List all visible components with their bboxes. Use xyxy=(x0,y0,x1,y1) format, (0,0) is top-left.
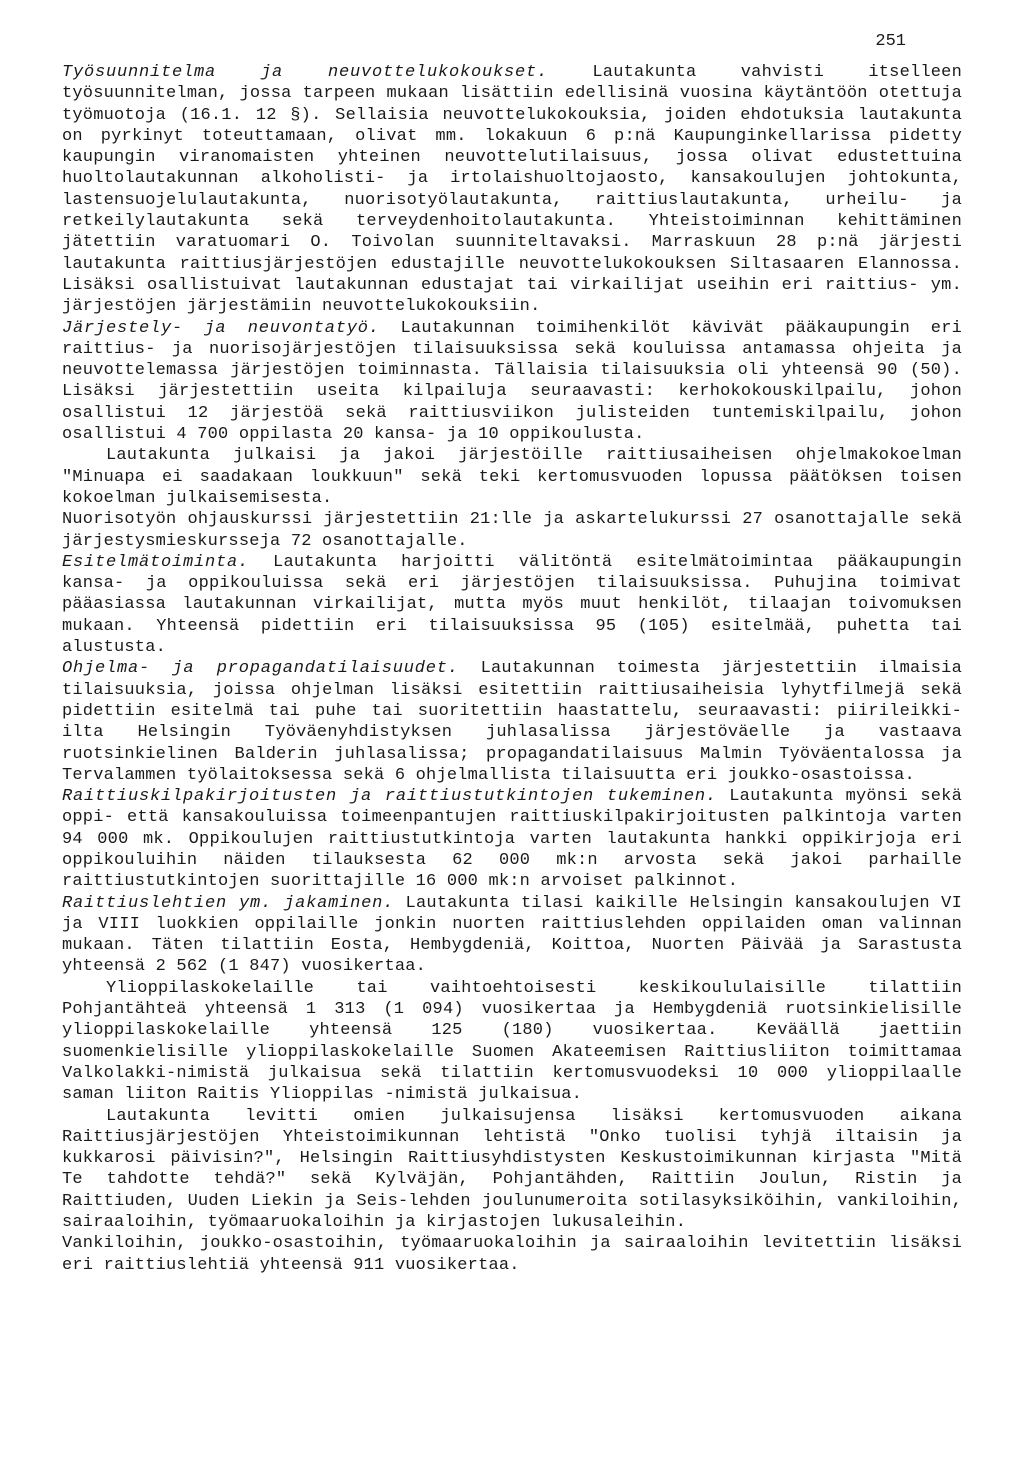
paragraph-graduates xyxy=(62,978,962,1106)
paragraph-magazine-distribution xyxy=(62,893,962,978)
section-heading: Esitelmätoiminta. xyxy=(62,552,250,572)
document-body xyxy=(62,62,962,1276)
paragraph-text: Lautakunta myönsi sekä oppi- että kansakouluissa toimeenpantujen raittiuskilpakirjoitusten palkintoja varten 94 000 mk. Oppikoulujen raittiustutkintoja varten lautakunta hankki oppikirjoja eri oppikouluihin näiden tilauksesta 62 000 mk:n arvosta sekä jakoi parhaille raittiustutkintojen suorittajille 16 000 mk:n arvoiset palkinnot. xyxy=(62,787,962,892)
paragraph-essay-support xyxy=(62,786,962,892)
paragraph-text: Ylioppilaskokelaille tai vaihtoehtoisesti keskikoululaisille tilattiin Pohjantähteä yhteensä 1 313 (1 094) vuosikertaa ja Hembygdeniä ruotsinkielisille ylioppilaskokelaille yhteensä 125 (180) vuosikertaa. Keväällä jaettiin suomenkielisille ylioppilaskokelaille Suomen Akateemisen Raittiusliiton toimittamaa Valkolakki-nimistä julkaisua sekä tilattiin kertomusvuodeksi 10 000 ylioppilaalle saman liiton Raitis Ylioppilas -nimistä julkaisua. xyxy=(62,978,962,1105)
paragraph-work-plan xyxy=(62,62,962,318)
paragraph-lectures xyxy=(62,552,962,658)
section-heading: Ohjelma- ja propagandatilaisuudet. xyxy=(62,659,459,679)
paragraph-text: Vankiloihin, joukko-osastoihin, työmaaruokaloihin ja sairaaloihin levitettiin lisäksi eri raittiuslehtiä yhteensä 911 vuosikertaa. xyxy=(62,1234,962,1275)
paragraph-youth-course xyxy=(62,509,962,552)
paragraph-publications xyxy=(62,1106,962,1234)
paragraph-text: Lautakunta vahvisti itselleen työsuunnitelman, jossa tarpeen mukaan lisättiin edellisinä vuosina käytäntöön otettuja työmuotoja (16.1. 12 §). Sellaisia neuvottelukokouksia, joiden ehdotuksia lautakunta on pyrkinyt toteuttamaan, olivat mm. lokakuun 6 p:nä Kaupunginkellarissa pidetty kaupungin viranomaisten yhteinen neuvottelutilaisuus, jossa olivat edustettuina huoltolautakunnan alkoholisti- ja irtolaishuoltojaosto, kansakoulujen johtokunta, lastensuojelulautakunta, nuorisotyölautakunta, raittiuslautakunta, urheilu- ja retkeilylautakunta sekä terveydenhoitolautakunta. Yhteistoiminnan kehittäminen jätettiin varatuomari O. Toivolan suunniteltavaksi. Marraskuun 28 p:nä järjesti lautakunta raittiusjärjestöjen edustajille neuvottelukokouksen Siltasaaren Elannossa. Lisäksi osallistuivat lautakunnan edustajat tai virkailijat useihin eri raittius- ym. järjestöjen järjestämiin neuvottelukokouksiin. xyxy=(62,63,962,317)
paragraph-prisons xyxy=(62,1233,962,1276)
paragraph-text: Lautakunnan toimesta järjestettiin ilmaisia tilaisuuksia, joissa ohjelman lisäksi esitettiin raittiusaiheisia lyhytfilmejä sekä pidettiin esitelmä tai puhe tai suoritettiin haastattelu, seuraavasti: piirileikki-ilta Helsingin Työväenyhdistyksen juhlasalissa järjestöväelle ja vastaava ruotsinkielinen Balderin juhlasalissa; propagandatilaisuus Malmin Työväentalossa ja Tervalammen työlaitoksessa sekä 6 ohjelmallista tilaisuutta eri joukko-osastoissa. xyxy=(62,659,962,785)
paragraph-text: Lautakunta levitti omien julkaisujensa lisäksi kertomusvuoden aikana Raittiusjärjestöjen Yhteistoimikunnan lehtistä "Onko tuolisi tyhjä iltaisin ja kukkarosi päivisin?", Helsingin Raittiusyhdistysten Keskustoimikunnan kirjasta "Mitä Te tahdotte tehdä?" sekä Kylväjän, Pohjantähden, Raittiin Joulun, Ristin ja Raittiuden, Uuden Liekin ja Seis-lehden joulunumeroita sotilasyksiköihin, vankiloihin, sairaaloihin, työmaaruokaloihin ja kirjastojen lukusaleihin. xyxy=(62,1106,962,1233)
paragraph-organizing-work xyxy=(62,318,962,446)
paragraph-text: Lautakunnan toimihenkilöt kävivät pääkaupungin eri raittius- ja nuorisojärjestöjen tilaisuuksissa sekä kouluissa antamassa ohjeita ja neuvottelemassa järjestöjen toiminnasta. Tällaisia tilaisuuksia oli yhteensä 90 (50). Lisäksi järjestettiin useita kilpailuja seuraavasti: kerhokokouskilpailu, johon osallistui 12 järjestöä sekä raittiusviikon julisteiden tuntemiskilpailu, johon osallistui 4 700 oppilasta 20 kansa- ja 10 oppikoulusta. xyxy=(62,318,963,445)
section-heading: Työsuunnitelma ja neuvottelukokoukset. xyxy=(62,63,549,82)
section-heading: Raittiuslehtien ym. jakaminen. xyxy=(62,893,395,913)
paragraph-text: Lautakunta julkaisi ja jakoi järjestöille raittiusaiheisen ohjelmakokoelman "Minuapa ei saadakaan loukkuun" sekä teki kertomusvuoden lopussa päätöksen toisen kokoelman julkaisemisesta. xyxy=(62,446,962,508)
section-heading: Raittiuskilpakirjoitusten ja raittiustutkintojen tukeminen. xyxy=(62,787,717,807)
paragraph-program-collection xyxy=(62,445,962,509)
page-number: 251 xyxy=(875,32,906,51)
paragraph-text: Lautakunta tilasi kaikille Helsingin kansakoulujen VI ja VIII luokkien oppilaille jonkin nuorten raittiuslehden oppilaiden oman valinnan mukaan. Täten tilattiin Eosta, Hembygdeniä, Koittoa, Nuorten Päivää ja Sarastusta yhteensä 2 562 (1 847) vuosikertaa. xyxy=(62,893,962,977)
paragraph-program-events xyxy=(62,658,962,786)
paragraph-text: Lautakunta harjoitti välitöntä esitelmätoimintaa pääkaupungin kansa- ja oppikouluissa sekä eri järjestöjen tilaisuuksissa. Puhujina toimivat pääasiassa lautakunnan virkailijat, mutta myös muut henkilöt, tilaajan toivomuksen mukaan. Yhteensä pidettiin eri tilaisuuksissa 95 (105) esitelmää, puhetta tai alustusta. xyxy=(62,552,962,658)
paragraph-text: Nuorisotyön ohjauskurssi järjestettiin 21:lle ja askartelukurssi 27 osanottajalle sekä järjestysmieskursseja 72 osanottajalle. xyxy=(62,510,962,551)
section-heading: Järjestely- ja neuvontatyö. xyxy=(62,318,380,338)
